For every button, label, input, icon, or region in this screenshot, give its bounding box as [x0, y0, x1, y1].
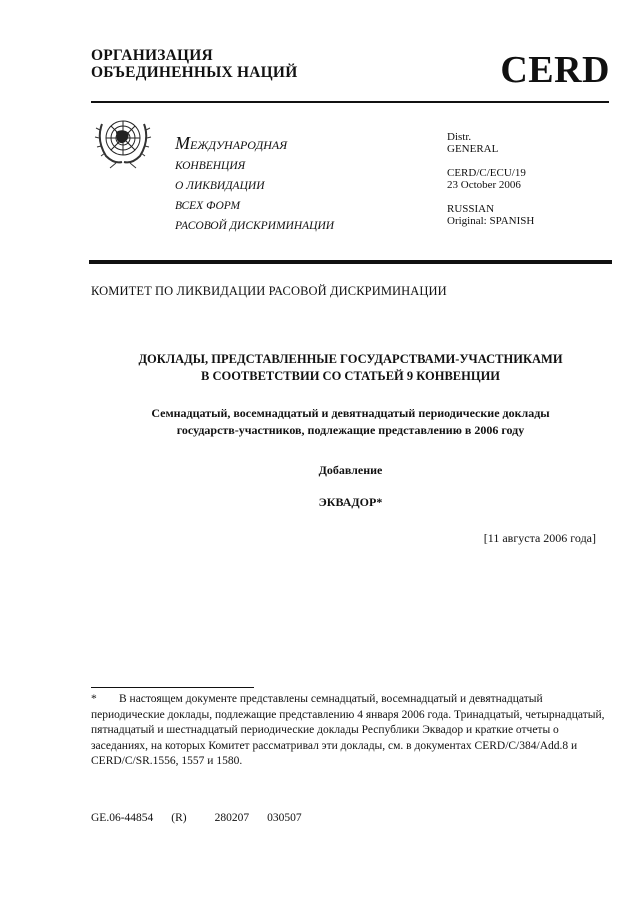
committee-name: КОМИТЕТ ПО ЛИКВИДАЦИИ РАСОВОЙ ДИСКРИМИНАЦИИ	[91, 284, 447, 298]
header-divider	[91, 101, 609, 103]
country-name: ЭКВАДОР*	[318, 495, 383, 509]
organization-name	[91, 47, 297, 81]
report-date: [11 августа 2006 года]	[483, 531, 596, 545]
doc-date: 23 October 2006	[447, 179, 521, 191]
distribution-block	[447, 131, 534, 227]
addendum-label: Добавление	[318, 463, 383, 477]
masthead-divider	[89, 260, 612, 264]
distr-label: Distr.	[447, 131, 472, 143]
subtitle-line-1: Семнадцатый, восемнадцатый и девятнадцатый периодические доклады	[151, 406, 550, 420]
footnote-marker: *	[91, 693, 97, 705]
org-line-1: ОРГАНИЗАЦИЯ	[91, 47, 213, 64]
doc-symbol: CERD/C/ECU/19	[447, 167, 526, 179]
original-language: Original: SPANISH	[447, 215, 535, 227]
job-number	[91, 812, 320, 824]
convention-line-5: РАСОВОЙ ДИСКРИМИНАЦИИ	[175, 220, 335, 232]
footnote	[91, 692, 611, 770]
convention-line-3: О ЛИКВИДАЦИИ	[175, 180, 265, 192]
title-line-2: В СООТВЕТСТВИИ СО СТАТЬЕЙ 9 КОНВЕНЦИИ	[200, 369, 501, 383]
job-lang: (R)	[171, 812, 187, 824]
title-line-1: ДОКЛАДЫ, ПРЕДСТАВЛЕННЫЕ ГОСУДАРСТВАМИ-УЧАСТНИКАМИ	[138, 352, 563, 366]
convention-line-4: ВСЕХ ФОРМ	[175, 200, 241, 212]
footnote-separator	[91, 687, 254, 688]
document-subtitle	[89, 405, 612, 439]
job-date-1: 280207	[214, 812, 250, 824]
convention-line-2: КОНВЕНЦИЯ	[175, 160, 246, 172]
distr-value: GENERAL	[447, 143, 499, 155]
document-title	[89, 351, 612, 385]
un-emblem-icon	[92, 112, 154, 170]
document-symbol-large: CERD	[500, 49, 610, 91]
org-line-2: ОБЪЕДИНЕННЫХ НАЦИЙ	[91, 64, 298, 81]
footnote-text: В настоящем документе представлены семнадцатый, восемнадцатый и девятнадцатый периодические доклады, подлежащие представлению 4 января 2006 года. Тринадцатый, четырнадцатый, пятнадцатый и шестнадцатый периодические доклады Республики Эквадор и краткие отчеты о заседаниях, на которых Комитет рассматривал эти доклады, см. в документах CERD/C/384/Add.8 и CERD/C/SR.1556, 1557 и 1580.	[91, 693, 605, 767]
job-code: GE.06-44854	[91, 812, 154, 824]
subtitle-line-2: государств-участников, подлежащие представлению в 2006 году	[176, 423, 525, 437]
convention-initial: М	[175, 133, 190, 153]
doc-language: RUSSIAN	[447, 203, 495, 215]
convention-title	[175, 133, 334, 236]
job-date-2: 030507	[267, 812, 302, 824]
convention-line-1: ЕЖДУНАРОДНАЯ	[190, 138, 288, 152]
